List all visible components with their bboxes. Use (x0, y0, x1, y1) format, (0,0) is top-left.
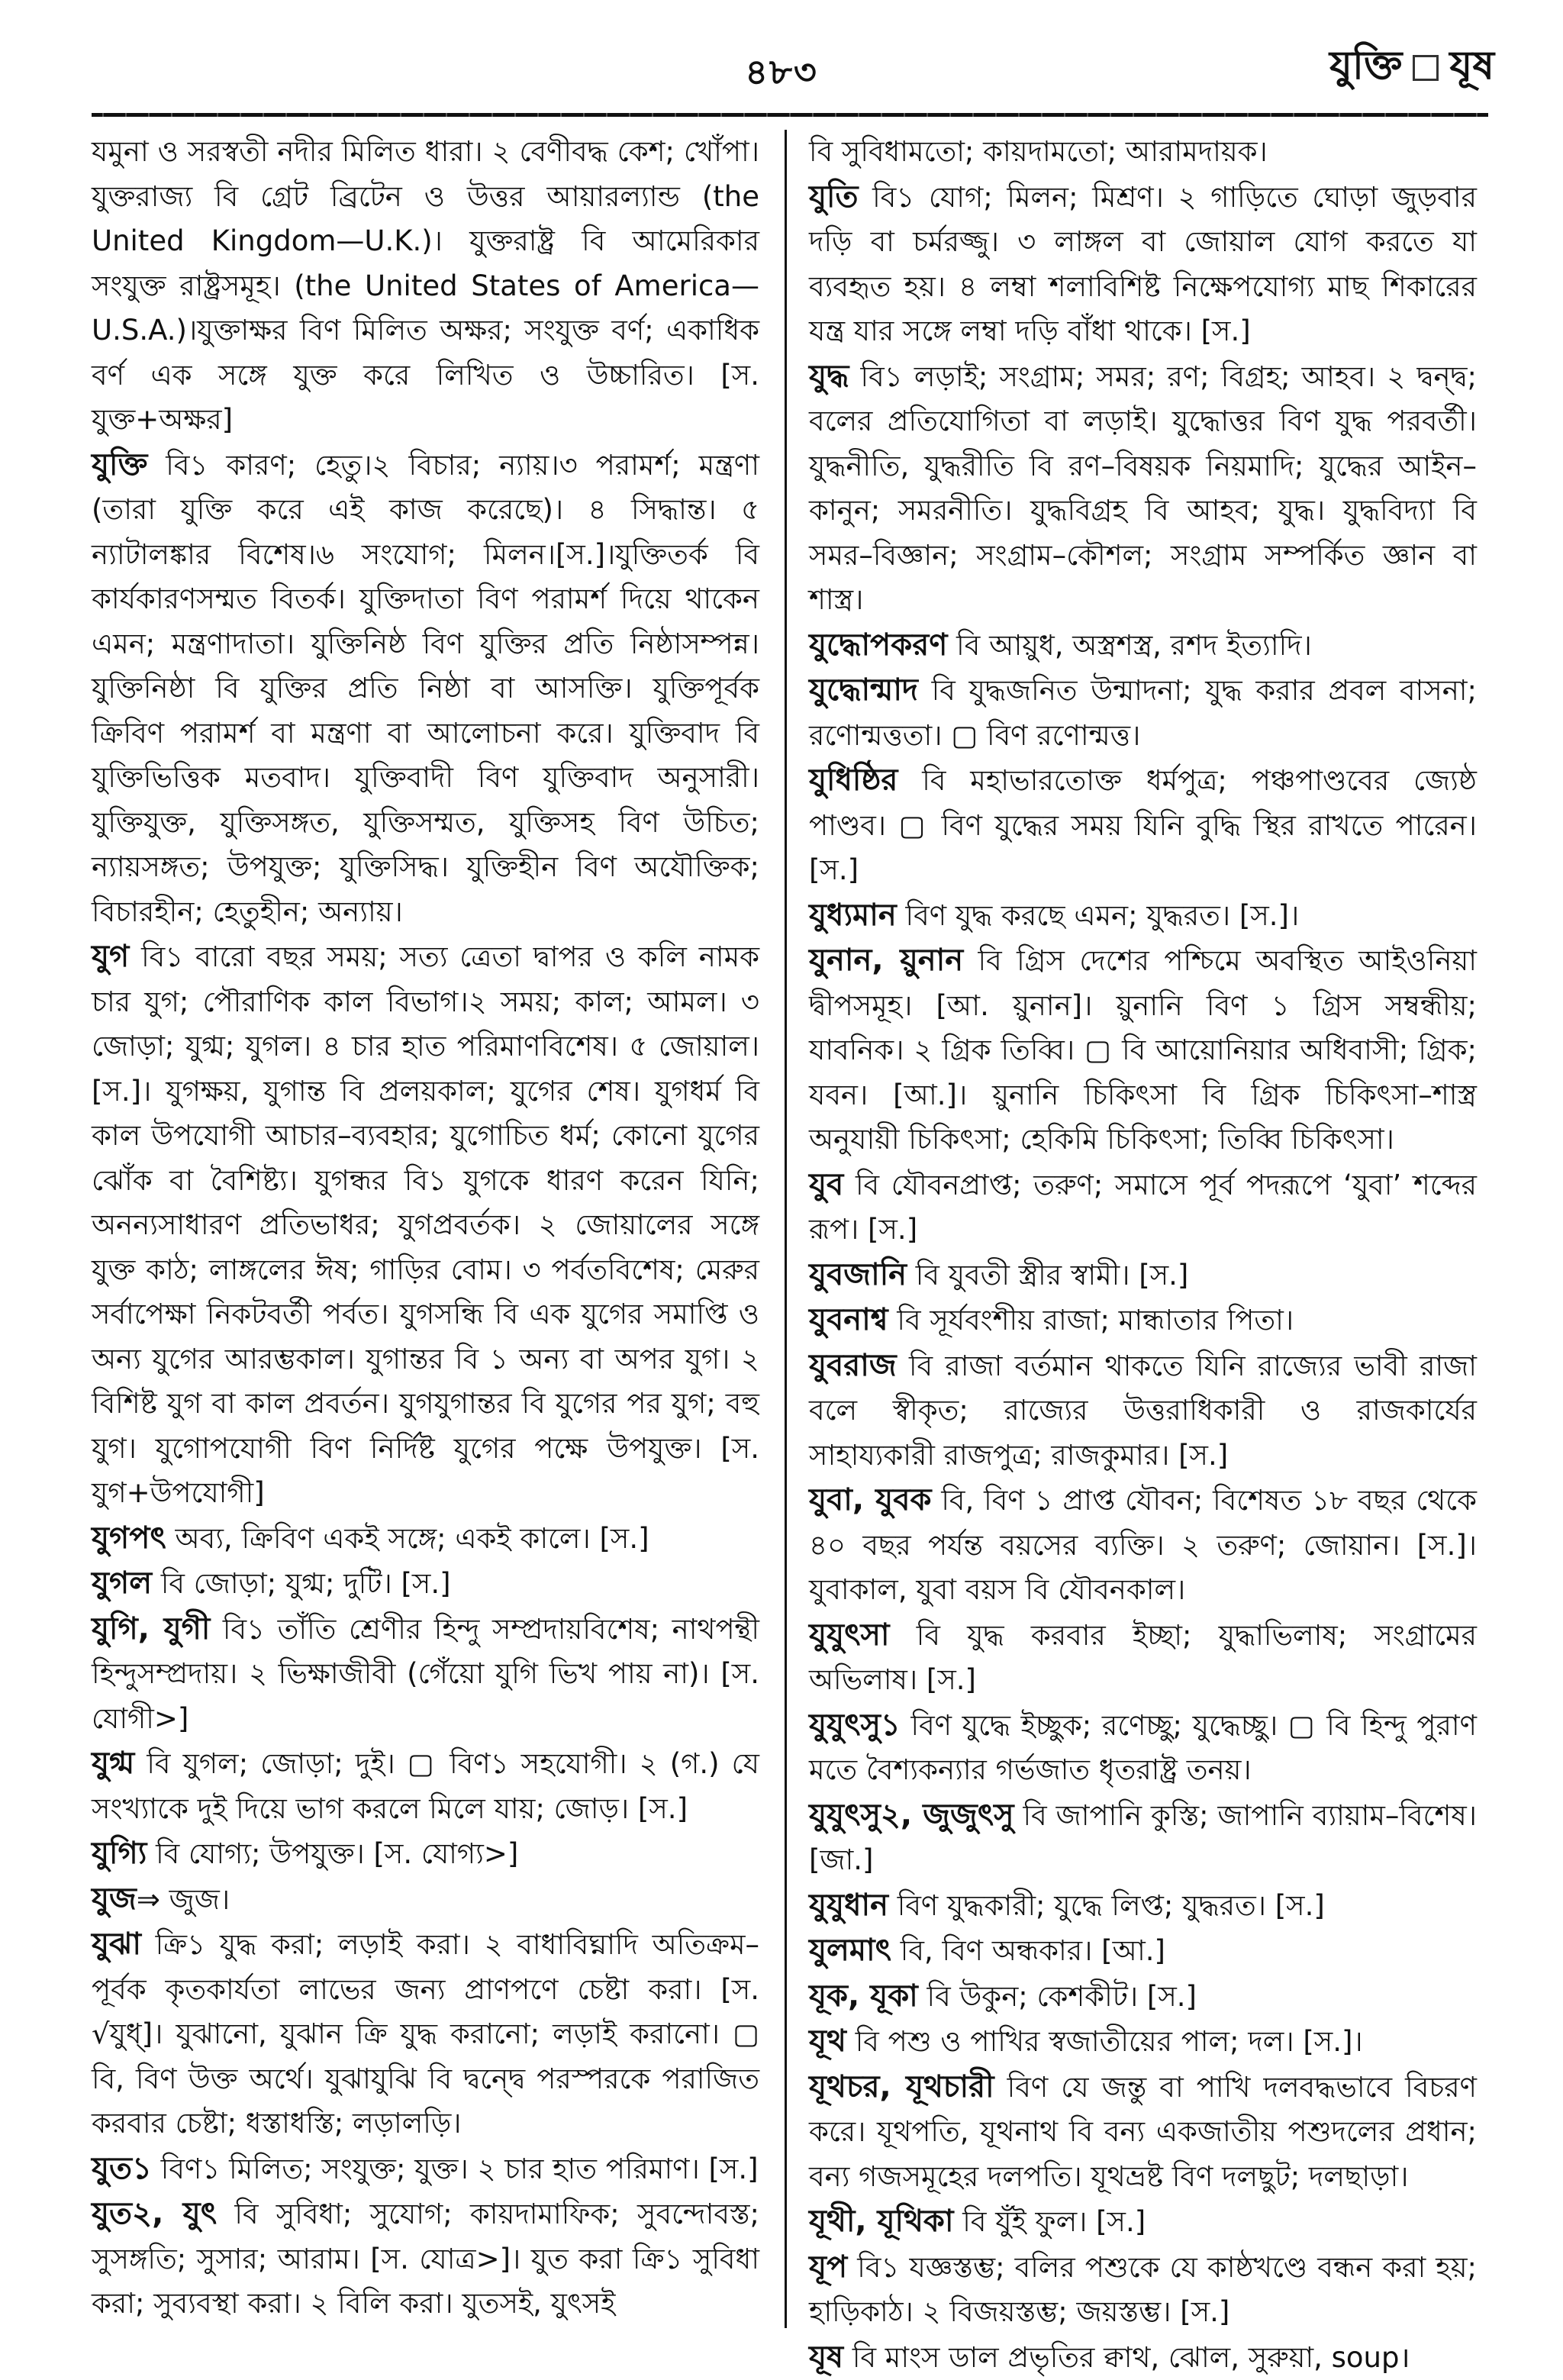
dictionary-entry (809, 2065, 1477, 2200)
entry-headword: যুযুৎসু১ (809, 1708, 901, 1743)
left-column (92, 130, 759, 2328)
entry-definition: বি যুবতী স্ত্রীর স্বামী। [স.] (907, 1259, 1188, 1292)
entry-headword: যুগি, যুগী (92, 1611, 210, 1646)
entry-definition: বি, বিণ অন্ধকার। [আ.] (891, 1934, 1165, 1967)
entry-definition: অব্য, ক্রিবিণ একই সঙ্গে; একই কালে। [স.] (166, 1522, 649, 1555)
dictionary-entry (92, 1831, 759, 1877)
box-separator (1413, 55, 1439, 81)
dictionary-entry (92, 1741, 759, 1831)
entry-headword: যুনান, য়ুনান (809, 943, 963, 978)
dictionary-entry (809, 2245, 1477, 2335)
dictionary-entry (92, 1516, 759, 1562)
entry-definition: বি১ যজ্ঞস্তম্ভ; বলির পশুকে যে কাষ্ঠখণ্ডে বন্ধন করা হয়; হাড়িকাঠ। ২ বিজয়স্তম্ভ; জয়স্তম্ভ। [স.] (809, 2251, 1477, 2329)
entry-definition: বি সুবিধামতো; কায়দামতো; আরামদায়ক। (809, 135, 1268, 168)
entry-headword: যুবজানি (809, 1257, 907, 1292)
entry-headword: যুবরাজ (809, 1348, 897, 1383)
entry-headword: যূথ (809, 2024, 846, 2059)
entry-headword: যুত১ (92, 2151, 152, 2186)
entry-definition: বি যুঁই ফুল। [স.] (954, 2205, 1146, 2238)
entry-headword: যুদ্ধোন্মাদ (809, 672, 918, 708)
entry-definition: ক্রি১ যুদ্ধ করা; লড়াই করা। ২ বাধাবিঘ্নাদি অতিক্রম–পূর্বক কৃতকার্যতা লাভের জন্য প্রাণপণে চেষ্টা করা। [স. √যুধ্]। যুঝানো, যুঝান ক্রি যুদ্ধ করানো; লড়াই করানো। ▢ বি, বিণ উক্ত অর্থে। যুঝাযুঝি বি দ্বন্দ্বে পরস্পরকে পরাজিত করবার চেষ্টা; ধস্তাধস্তি; লড়ালড়ি। (92, 1928, 759, 2140)
entry-definition: বিণ যুদ্ধকারী; যুদ্ধে লিপ্ত; যুদ্ধরত। [স.] (888, 1889, 1325, 1922)
entry-definition: যমুনা ও সরস্বতী নদীর মিলিত ধারা। ২ বেণীবদ্ধ কেশ; খোঁপা। যুক্তরাজ্য বি গ্রেট ব্রিটেন ও উত্তর আয়ারল্যান্ড (the United Kingdom—U.K.)। যুক্তরাষ্ট্র বি আমেরিকার সংযুক্ত রাষ্ট্রসমূহ। (the United States of America—U.S.A.)।যুক্তাক্ষর বিণ মিলিত অক্ষর; সংযুক্ত বর্ণ; একাধিক বর্ণ এক সঙ্গে যুক্ত করে লিখিত ও উচ্চারিত। [স. যুক্ত+অক্ষর] (92, 135, 759, 436)
entry-definition: বি মহাভারতোক্ত ধর্মপুত্র; পঞ্চপাণ্ডবের জ্যেষ্ঠ পাণ্ডব। ▢ বিণ যুদ্ধের সময় যিনি বুদ্ধি স্থির রাখতে পারেন। [স.] (809, 764, 1477, 886)
entry-definition: ⇒ জুজ। (137, 1883, 230, 1916)
entry-headword: যুধ্যমান (809, 898, 897, 933)
entry-definition: বি গ্রিস দেশের পশ্চিমে অবস্থিত আইওনিয়া দ্বীপসমূহ। [আ. য়ুনান]। য়ুনানি বিণ ১ গ্রিস সম্বন্ধীয়; যাবনিক। ২ গ্রিক তিব্বি। ▢ বি আয়োনিয়ার অধিবাসী; গ্রিক; যবন। [আ.]। য়ুনানি চিকিৎসা বি গ্রিক চিকিৎসা–শাস্ত্র অনুযায়ী চিকিৎসা; হেকিমি চিকিৎসা; তিব্বি চিকিৎসা। (809, 944, 1477, 1156)
entry-definition: বি, বিণ ১ প্রাপ্ত যৌবন; বিশেষত ১৮ বছর থেকে ৪০ বছর পর্যন্ত বয়সের ব্যক্তি। ২ তরুণ; জোয়ান। [স.]। যুবাকাল, যুবা বয়স বি যৌবনকাল। (809, 1484, 1477, 1606)
entry-definition: বি১ কারণ; হেতু।২ বিচার; ন্যায়।৩ পরামর্শ; মন্ত্রণা (তারা যুক্তি করে এই কাজ করেছে)। ৪ সিদ্ধান্ত। ৫ ন্যাটালঙ্কার বিশেষ।৬ সংযোগ; মিলন।[স.]।যুক্তিতর্ক বি কার্যকারণসম্মত বিতর্ক। যুক্তিদাতা বিণ পরামর্শ দিয়ে থাকেন এমন; মন্ত্রণাদাতা। যুক্তিনিষ্ঠ বিণ যুক্তির প্রতি নিষ্ঠাসম্পন্ন। যুক্তিনিষ্ঠা বি যুক্তির প্রতি নিষ্ঠা বা আসক্তি। যুক্তিপূর্বক ক্রিবিণ পরামর্শ বা মন্ত্রণা বা আলোচনা করে। যুক্তিবাদ বি যুক্তিভিত্তিক মতবাদ। যুক্তিবাদী বিণ যুক্তিবাদ অনুসারী। যুক্তিযুক্ত, যুক্তিসঙ্গত, যুক্তিসম্মত, যুক্তিসহ বিণ উচিত; ন্যায়সঙ্গত; উপযুক্ত; যুক্তিসিদ্ধ। যুক্তিহীন বিণ অযৌক্তিক; বিচারহীন; হেতুহীন; অন্যায়। (92, 449, 759, 928)
entry-headword: যুগল (92, 1566, 152, 1601)
dictionary-entry (809, 668, 1477, 758)
dictionary-entry (809, 1928, 1477, 1974)
dictionary-entry (809, 758, 1477, 893)
entry-headword: যুগ্যি (92, 1836, 147, 1871)
entry-definition: বি১ তাঁতি শ্রেণীর হিন্দু সম্প্রদায়বিশেষ; নাথপন্থী হিন্দুসম্প্রদায়। ২ ভিক্ষাজীবী (গেঁয়ো যুগি ভিখ পায় না)। [স. যোগী>] (92, 1613, 759, 1735)
dictionary-entry (809, 938, 1477, 1163)
column-divider (785, 130, 787, 2328)
dictionary-entry (809, 2335, 1477, 2380)
dictionary-entry (92, 934, 759, 1516)
entry-headword: যূক, যূকা (809, 1978, 918, 2014)
entry-headword: যুজ (92, 1882, 137, 1917)
dictionary-entry (809, 1974, 1477, 2020)
dictionary-entry (92, 1922, 759, 2146)
entry-headword: যুবা, যুবক (809, 1482, 931, 1517)
entry-headword: যুলমাৎ (809, 1933, 891, 1968)
dictionary-entry (809, 1163, 1477, 1253)
entry-definition: বিণ যুদ্ধে ইচ্ছুক; রণেচ্ছু; যুদ্ধেচ্ছু। ▢ বি হিন্দু পুরাণ মতে বৈশ্যকন্যার গর্ভজাত ধৃতরাষ্ট্র তনয়। (809, 1709, 1477, 1787)
entry-definition: বি১ লড়াই; সংগ্রাম; সমর; রণ; বিগ্রহ; আহব। ২ দ্বন্দ্ব; বলের প্রতিযোগিতা বা লড়াই। যুদ্ধোত্তর বিণ যুদ্ধ পরবর্তী। যুদ্ধনীতি, যুদ্ধরীতি বি রণ–বিষয়ক নিয়মাদি; যুদ্ধের আইন–কানুন; সমরনীতি। যুদ্ধবিগ্রহ বি আহব; যুদ্ধ। যুদ্ধবিদ্যা বি সমর–বিজ্ঞান; সংগ্রাম–কৌশল; সংগ্রাম সম্পর্কিত জ্ঞান বা শাস্ত্র। (809, 360, 1477, 617)
entry-definition: বি যৌবনপ্রাপ্ত; তরুণ; সমাসে পূর্ব পদরূপে ‘যুবা’ শব্দের রূপ। [স.] (809, 1169, 1477, 1246)
dictionary-entry (809, 1613, 1477, 1703)
dictionary-entry (809, 1253, 1477, 1298)
entry-headword: যুগপৎ (92, 1521, 166, 1556)
dictionary-entry (809, 175, 1477, 354)
entry-definition: বি জাপানি কুস্তি; জাপানি ব্যায়াম–বিশেষ। [জা.] (809, 1799, 1477, 1877)
dictionary-entry (809, 893, 1477, 939)
dictionary-entry (809, 2199, 1477, 2245)
dictionary-entry (92, 2146, 759, 2192)
entry-headword: যূপ (809, 2249, 847, 2285)
entry-definition: বিণ যে জন্তু বা পাখি দলবদ্ধভাবে বিচরণ করে। যূথপতি, যূথনাথ বি বন্য একজাতীয় পশুদলের প্রধান; বন্য গজসমূহের দলপতি। যূথভ্রষ্ট বিণ দলছুট; দলছাড়া। (809, 2071, 1477, 2193)
entry-definition: বি সূর্যবংশীয় রাজা; মান্ধাতার পিতা। (888, 1304, 1294, 1337)
entry-definition: বিণ১ মিলিত; সংযুক্ত; যুক্ত। ২ চার হাত পরিমাণ। [স.] (152, 2153, 759, 2185)
dictionary-entry (809, 2019, 1477, 2065)
right-column (809, 130, 1477, 2328)
dictionary-entry (809, 1883, 1477, 1929)
entry-definition: বি১ বারো বছর সময়; সত্য ত্রেতা দ্বাপর ও কলি নামক চার যুগ; পৌরাণিক কাল বিভাগ।২ সময়; কাল; আমল। ৩ জোড়া; যুগ্ম; যুগল। ৪ চার হাত পরিমাণবিশেষ। ৫ জোয়াল। [স.]। যুগক্ষয়, যুগান্ত বি প্রলয়কাল; যুগের শেষ। যুগধর্ম বি কাল উপযোগী আচার–ব্যবহার; যুগোচিত ধর্ম; কোনো যুগের ঝোঁক বা বৈশিষ্ট্য। যুগন্ধর বি১ যুগকে ধারণ করেন যিনি; অনন্যসাধারণ প্রতিভাধর; যুগপ্রবর্তক। ২ জোয়ালের সঙ্গে যুক্ত কাঠ; লাঙ্গলের ঈষ; গাড়ির বোম। ৩ পর্বতবিশেষ; মেরুর সর্বাপেক্ষা নিকটবর্তী পর্বত। যুগসন্ধি বি এক যুগের সমাপ্তি ও অন্য যুগের আরম্ভকাল। যুগান্তর বি ১ অন্য বা অপর যুগ। ২ বিশিষ্ট যুগ বা কাল প্রবর্তন। যুগযুগান্তর বি যুগের পর যুগ; বহু যুগ। যুগোপযোগী বিণ নির্দিষ্ট যুগের পক্ষে উপযুক্ত। [স. যুগ+উপযোগী] (92, 940, 759, 1509)
dictionary-entry (92, 443, 759, 935)
entry-definition: বি যুদ্ধজনিত উন্মাদনা; যুদ্ধ করার প্রবল বাসনা; রণোন্মত্ততা। ▢ বিণ রণোন্মত্ত। (809, 674, 1477, 752)
entry-definition: বি উকুন; কেশকীট। [স.] (918, 1980, 1197, 2013)
entry-headword: যুঝা (92, 1927, 141, 1962)
entry-headword: যূথচর, যূথচারী (809, 2069, 994, 2104)
entry-headword: যুযুৎসা (809, 1617, 890, 1653)
dictionary-entry (92, 1561, 759, 1607)
entry-headword: যুযুৎসু২, জুজুৎসু (809, 1798, 1014, 1833)
entry-definition: বি যোগ্য; উপযুক্ত। [স. যোগ্য>] (147, 1837, 518, 1870)
header-rule (92, 113, 1488, 117)
entry-definition: বি মাংস ডাল প্রভৃতির ক্বাথ, ঝোল, সুরুয়া, soup। (843, 2341, 1410, 2374)
guide-word-last: যূষ (1449, 34, 1494, 101)
entry-headword: যুগ (92, 939, 129, 974)
dictionary-entry (809, 354, 1477, 623)
dictionary-entry (809, 1793, 1477, 1883)
entry-headword: যুধিষ্ঠির (809, 763, 898, 798)
entry-headword: যুবনাশ্ব (809, 1302, 888, 1337)
entry-headword: যুব (809, 1167, 843, 1202)
entry-definition: বি সুবিধা; সুযোগ; কায়দামাফিক; সুবন্দোবস্ত; সুসঙ্গতি; সুসার; আরাম। [স. যোত্র>]। যুত করা ক্রি১ সুবিধা করা; সুব্যবস্থা করা। ২ বিলি করা। যুতসই, যুৎসই (92, 2198, 759, 2320)
entry-headword: যুক্তি (92, 447, 147, 482)
entry-headword: যুযুধান (809, 1888, 888, 1923)
page-number: ৪৮৩ (0, 46, 1563, 104)
entry-headword: যূষ (809, 2340, 843, 2375)
entry-definition: বিণ যুদ্ধ করছে এমন; যুদ্ধরত। [স.]। (897, 899, 1299, 932)
dictionary-entry (809, 1298, 1477, 1343)
dictionary-entry (809, 1703, 1477, 1793)
entry-definition: বি১ যোগ; মিলন; মিশ্রণ। ২ গাড়িতে ঘোড়া জুড়বার দড়ি বা চর্মরজ্জু। ৩ লাঙ্গল বা জোয়াল যোগ করতে যা ব্যবহৃত হয়। ৪ লম্বা শলাবিশিষ্ট নিক্ষেপযোগ্য মাছ শিকারের যন্ত্র যার সঙ্গে লম্বা দড়ি বাঁধা থাকে। [স.] (809, 181, 1477, 348)
dictionary-entry (92, 2191, 759, 2327)
dictionary-entry (92, 1607, 759, 1742)
dictionary-entry (809, 623, 1477, 669)
dictionary-entry (92, 1877, 759, 1923)
entry-definition: বি আয়ুধ, অস্ত্রশস্ত্র, রশদ ইত্যাদি। (947, 629, 1311, 662)
entry-headword: যুতি (809, 179, 859, 214)
entry-definition: বি জোড়া; যুগ্ম; দুটি। [স.] (152, 1567, 450, 1600)
running-head (1329, 34, 1494, 101)
entry-definition: বি যুগল; জোড়া; দুই। ▢ বিণ১ সহযোগী। ২ (গ.) যে সংখ্যাকে দুই দিয়ে ভাগ করলে মিলে যায়; জোড়। [স.] (92, 1747, 759, 1825)
entry-definition: বি পশু ও পাখির স্বজাতীয়ের পাল; দল। [স.]। (846, 2025, 1363, 2058)
entry-headword: যুদ্ধোপকরণ (809, 627, 947, 663)
dictionary-entry (809, 1478, 1477, 1613)
entry-headword: যুত২, যুৎ (92, 2196, 217, 2231)
entry-definition: বি রাজা বর্তমান থাকতে যিনি রাজ্যের ভাবী রাজা বলে স্বীকৃত; রাজ্যের উত্তরাধিকারী ও রাজকার্যের সাহায্যকারী রাজপুত্র; রাজকুমার। [স.] (809, 1350, 1477, 1472)
entry-headword: যুদ্ধ (809, 359, 849, 394)
dictionary-entry (92, 130, 759, 443)
entry-headword: যুগ্ম (92, 1746, 134, 1781)
dictionary-entry (809, 130, 1477, 175)
entry-definition: বি যুদ্ধ করবার ইচ্ছা; যুদ্ধাভিলাষ; সংগ্রামের অভিলাষ। [স.] (809, 1619, 1477, 1697)
dictionary-entry (809, 1343, 1477, 1479)
entry-headword: যূথী, যূথিকা (809, 2204, 954, 2239)
guide-word-first: যুক্তি (1329, 34, 1402, 101)
